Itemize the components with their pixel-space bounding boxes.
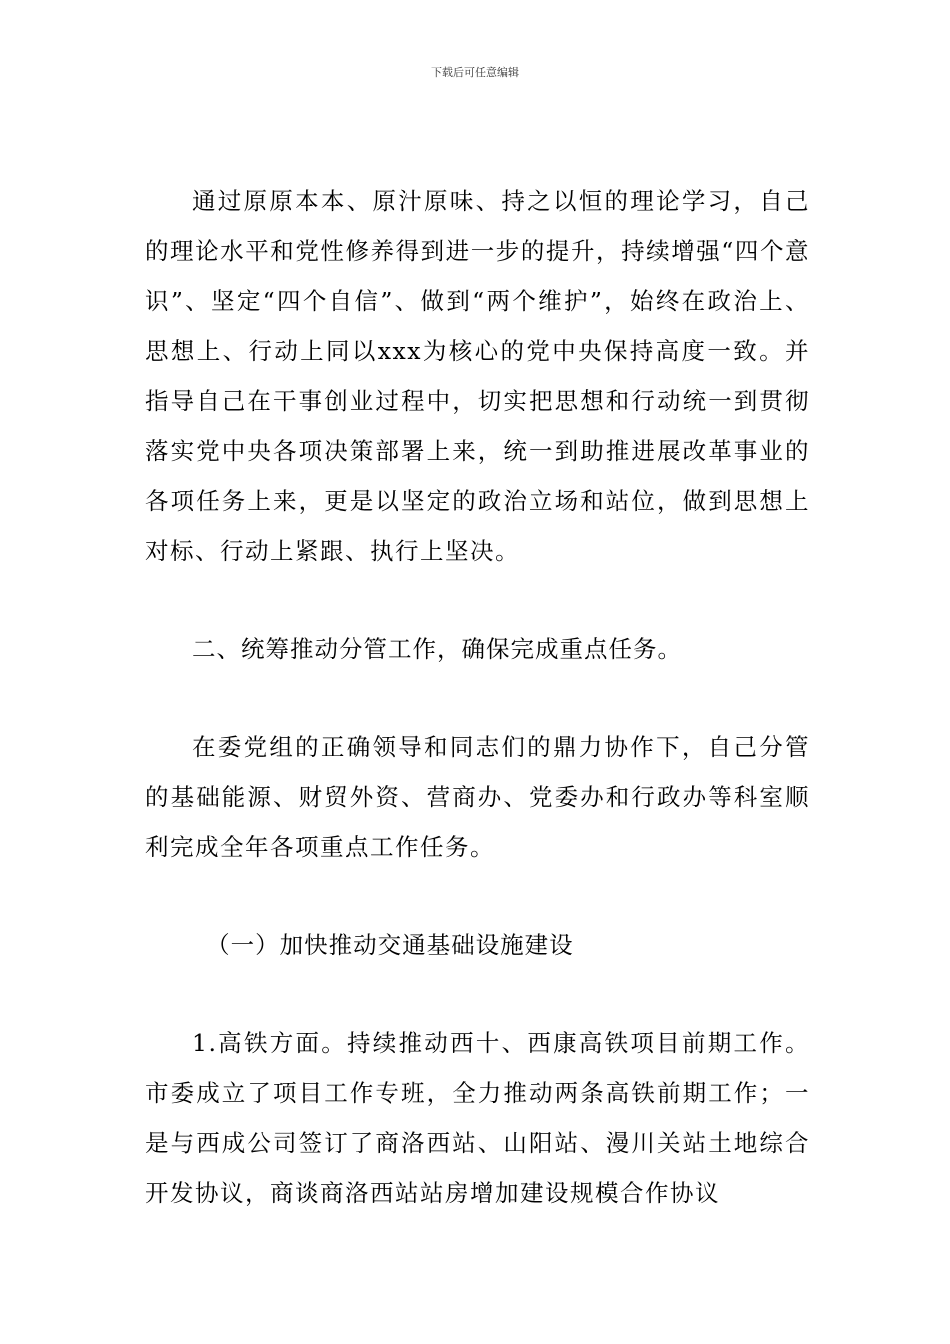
page-header-note: 下载后可任意编辑 <box>431 66 519 79</box>
paragraph-key-tasks: 在委党组的正确领导和同志们的鼎力协作下，自己分管的基础能源、财贸外资、营商办、党委办和行政办等科室顺利完成全年各项重点工作任务。 <box>145 733 810 861</box>
sub-heading-transport: （一）加快推动交通基础设施建设 <box>206 931 574 959</box>
section-heading: 二、统筹推动分管工作，确保完成重点任务。 <box>192 635 682 663</box>
document-body <box>145 176 810 1218</box>
paragraph-high-speed-rail: 1.高铁方面。持续推动西十、西康高铁项目前期工作。市委成立了项目工作专班，全力推动两条高铁前期工作；一是与西成公司签订了商洛西站、山阳站、漫川关站土地综合开发协议，商谈商洛西站站房增加建设规模合作协议 <box>145 1029 810 1207</box>
paragraph-theory-study: 通过原原本本、原汁原味、持之以恒的理论学习，自己的理论水平和党性修养得到进一步的提升，持续增强“四个意识”、坚定“四个自信”、做到“两个维护”，始终在政治上、思想上、行动上同以xxx为核心的党中央保持高度一致。并指导自己在干事创业过程中，切实把思想和行动统一到贯彻落实党中央各项决策部署上来，统一到助推进展改革事业的各项任务上来，更是以坚定的政治立场和站位，做到思想上对标、行动上紧跟、执行上坚决。 <box>145 187 810 565</box>
